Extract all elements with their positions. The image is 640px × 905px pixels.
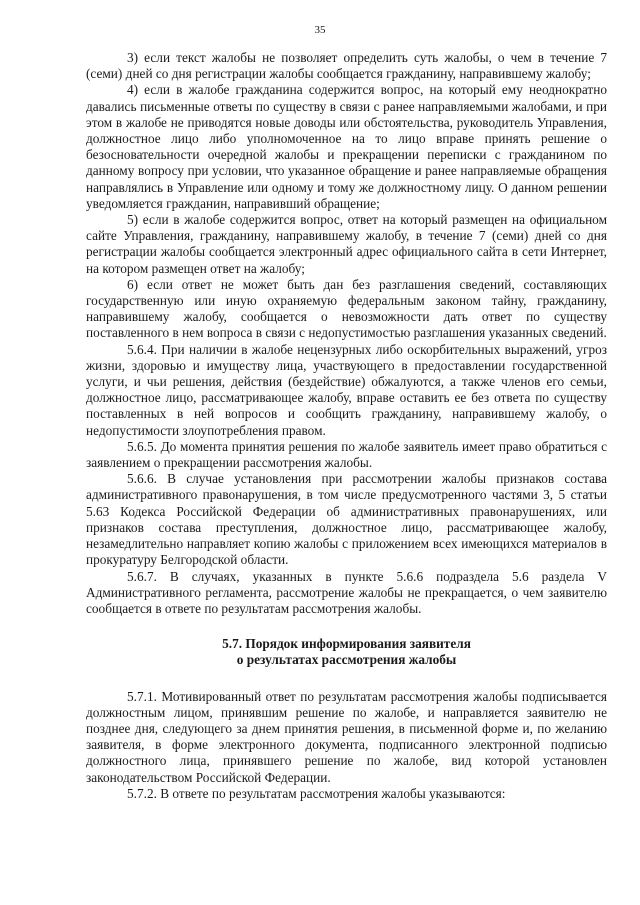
paragraph-5-6-6: 5.6.6. В случае установления при рассмотрении жалобы признаков состава административного правонарушения, в том числе предусмотренного частями 3, 5 статьи 5.63 Кодекса Российской Федерации об административных правонарушениях, или признаков состава преступления, должностное лицо, рассматривающее жалобу, незамедлительно направляет копию жалобы с приложением всех имеющихся материалов в прокуратуру Белгородской области. xyxy=(86,471,607,568)
paragraph-5-7-1: 5.7.1. Мотивированный ответ по результатам рассмотрения жалобы подписывается должностным лицом, принявшим решение по жалобе, и направляется заявителю не позднее дня, следующего за днем принятия решения, в письменной форме и, по желанию заявителя, в форме электронного документа, подписанного электронной подписью должностного лица, принявшего решение по жалобе, вид которой установлен законодательством Российской Федерации. xyxy=(86,688,607,785)
paragraph-5-6-5: 5.6.5. До момента принятия решения по жалобе заявитель имеет право обратиться с заявлением о прекращении рассмотрения жалобы. xyxy=(86,438,607,471)
paragraph-5-7-2: 5.7.2. В ответе по результатам рассмотрения жалобы указываются: xyxy=(127,785,506,801)
document-body xyxy=(86,50,607,802)
paragraph-5-6-7: 5.6.7. В случаях, указанных в пункте 5.6.6 подраздела 5.6 раздела V Административного регламента, рассмотрение жалобы не прекращается, о чем заявителю сообщается в ответе по результатам рассмотрения жалобы. xyxy=(86,568,607,616)
section-heading-line-2: о результатах рассмотрения жалобы xyxy=(236,652,457,668)
paragraph-item-4: 4) если в жалобе гражданина содержится вопрос, на который ему неоднократно давались письменные ответы по существу в связи с ранее направляемыми жалобами, и при этом в жалобе не приводятся новые доводы или обстоятельства, руководитель Управления, должностное лицо либо уполномоченное на то лицо вправе принять решение о безосновательности очередной жалобы и прекращении переписки с гражданином по данному вопросу при условии, что указанное обращение и ранее направляемые обращения направлялись в Управление или одному и тому же должностному лицу. О данном решении уведомляется гражданин, направивший обращение; xyxy=(86,82,607,211)
paragraph-item-5: 5) если в жалобе содержится вопрос, ответ на который размещен на официальном сайте Управления, гражданину, направившему жалобу, в течение 7 (семи) дней со дня регистрации жалобы сообщается электронный адрес официального сайта в сети Интернет, на котором размещен ответ на жалобу; xyxy=(86,212,607,276)
paragraph-item-6: 6) если ответ не может быть дан без разглашения сведений, составляющих государственную или иную охраняемую федеральным законом тайну, гражданину, направившему жалобу, сообщается о невозможности дать ответ по существу поставленного в нем вопроса в связи с недопустимостью разглашения указанных сведений. xyxy=(86,276,607,341)
section-heading-line-1: 5.7. Порядок информирования заявителя xyxy=(222,636,471,652)
paragraph-5-6-4: 5.6.4. При наличии в жалобе нецензурных либо оскорбительных выражений, угроз жизни, здоровью и имуществу лица, участвующего в предоставлении государственной услуги, и чьи решения, действия (бездействие) обжалуются, а также членов его семьи, должностное лицо, рассматривающее жалобу, вправе оставить ее без ответа по существу поставленных в ней вопросов и сообщить гражданину, направившему жалобу, о недопустимости злоупотребления правом. xyxy=(86,341,607,438)
section-heading xyxy=(86,636,607,668)
page-number: 35 xyxy=(314,24,326,36)
paragraph-item-3: 3) если текст жалобы не позволяет определить суть жалобы, о чем в течение 7 (семи) дней со дня регистрации жалобы сообщается гражданину, направившему жалобу; xyxy=(86,50,607,82)
